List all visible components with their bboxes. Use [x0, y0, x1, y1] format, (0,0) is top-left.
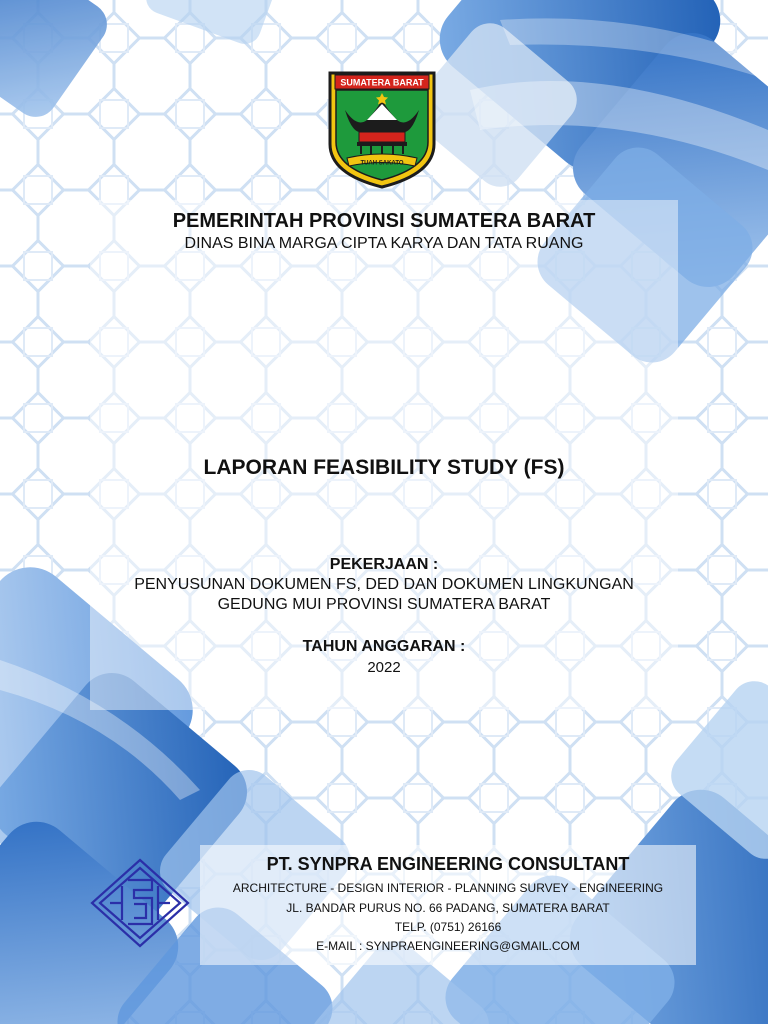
synpra-company-logo-icon [88, 858, 192, 948]
seal-banner-top: SUMATERA BARAT [340, 77, 424, 88]
company-services: ARCHITECTURE - DESIGN INTERIOR - PLANNING SURVEY - ENGINEERING [232, 881, 664, 895]
work-description-line-1: PENYUSUNAN DOKUMEN FS, DED DAN DOKUMEN LINGKUNGAN [134, 576, 634, 593]
company-address: JL. BANDAR PURUS NO. 66 PADANG, SUMATERA BARAT [286, 901, 610, 915]
company-phone: TELP. (0751) 26166 [394, 920, 502, 934]
work-description-line-2: GEDUNG MUI PROVINSI SUMATERA BARAT [217, 596, 551, 613]
department-name: DINAS BINA MARGA CIPTA KARYA DAN TATA RUANG [184, 235, 584, 252]
seal-banner-bottom: TUAH SAKATO [360, 160, 404, 167]
government-title: PEMERINTAH PROVINSI SUMATERA BARAT [172, 210, 596, 232]
report-title: LAPORAN FEASIBILITY STUDY (FS) [203, 456, 565, 479]
company-name: PT. SYNPRA ENGINEERING CONSULTANT [266, 854, 630, 874]
budget-year: 2022 [367, 659, 401, 676]
work-label: PEKERJAAN : [329, 556, 439, 573]
company-email: E-MAIL : SYNPRAENGINEERING@GMAIL.COM [316, 939, 580, 953]
budget-label: TAHUN ANGGARAN : [302, 638, 466, 655]
sumatera-barat-seal-icon [327, 70, 437, 190]
